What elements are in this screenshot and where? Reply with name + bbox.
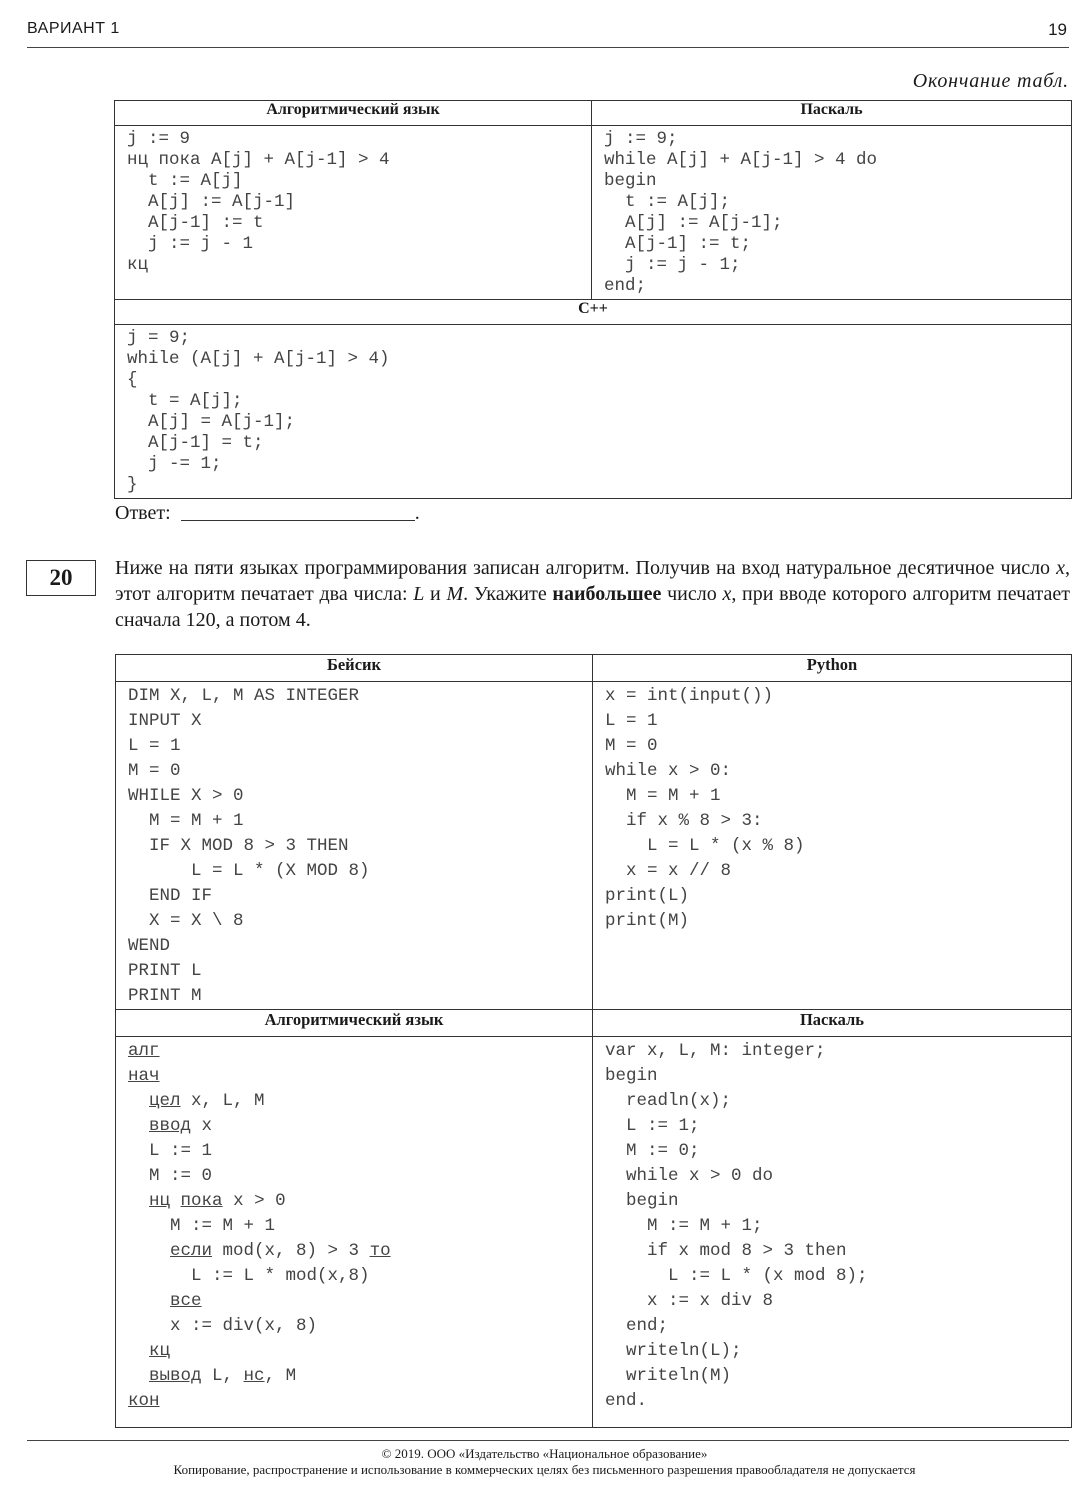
basic-code-cell (116, 682, 593, 1010)
task-text-part: , при вводе которого алгоритм печатает сначала 120, а потом 4. (115, 583, 1070, 631)
alg-code-cell (115, 126, 592, 300)
page-number: 19 (1048, 20, 1067, 39)
python-code-cell (593, 682, 1072, 1010)
pascal-code: j := 9; while A[j] + A[j-1] > 4 do begin t := A[j]; A[j] := A[j-1]; A[j-1] := t; j := j - 1; end; (604, 129, 878, 296)
footer-notice: Копирование, распространение и использование в коммерческих целях без письменного разрешения правообладателя не допускается (173, 1462, 916, 1477)
basic-header: Бейсик (116, 655, 593, 682)
pascal-code: var x, L, M: integer; begin readln(x); L := 1; M := 0; while x > 0 do begin M := M + 1; if x mod 8 > 3 then L := L * (x mod 8); x := x div 8 end; writeln(L); writeln(M) end. (605, 1041, 868, 1411)
alg-code-cell (116, 1037, 593, 1428)
task19-code-table (114, 100, 1072, 499)
task20-statement (115, 555, 1070, 633)
task-number-box: 20 (26, 560, 96, 596)
answer-field[interactable] (181, 500, 415, 521)
alg-language-header: Алгоритмический язык (115, 101, 592, 126)
task-text-part: , этот алгоритм печатает два числа: (115, 557, 1070, 605)
variant-label: ВАРИАНТ 1 (27, 20, 120, 37)
variable-l: L (413, 583, 425, 605)
pascal-header: Паскаль (592, 101, 1072, 126)
cpp-header: C++ (115, 300, 1072, 325)
emphasis-word: наибольшее (552, 583, 662, 605)
variable-m: M (446, 583, 464, 605)
footer-copyright: © 2019. ООО «Издательство «Национальное образование» (381, 1446, 708, 1461)
pascal-code-cell (592, 126, 1072, 300)
footer-divider (27, 1440, 1069, 1441)
task20-code-table (115, 654, 1072, 1428)
variable-x: x (722, 583, 732, 605)
answer-period: . (414, 502, 420, 524)
python-header: Python (593, 655, 1072, 682)
task-text-part: число (661, 583, 723, 605)
table-end-note: Окончание табл. (912, 70, 1069, 92)
header-divider (27, 47, 1069, 48)
pascal-header: Паскаль (593, 1010, 1072, 1037)
answer-label: Ответ: (115, 502, 171, 524)
basic-code: DIM X, L, M AS INTEGER INPUT X L = 1 M = 0 WHILE X > 0 M = M + 1 IF X MOD 8 > 3 THEN L = L * (X MOD 8) END IF X = X \ 8 WEND PRINT L PRINT M (128, 686, 370, 1006)
variable-x: x (1056, 557, 1065, 579)
cpp-code-cell (115, 325, 1072, 499)
alg-code: j := 9 нц пока A[j] + A[j-1] > 4 t := A[j] A[j] := A[j-1] A[j-1] := t j := j - 1 кц (127, 129, 390, 275)
python-code: x = int(input()) L = 1 M = 0 while x > 0: M = M + 1 if x % 8 > 3: L = L * (x % 8) x = x // 8 print(L) print(M) (605, 686, 805, 931)
task-text-part: Ниже на пяти языках программирования записан алгоритм. Получив на вход натуральное десятичное число (115, 557, 1057, 579)
pascal-code-cell (593, 1037, 1072, 1428)
answer-row (115, 500, 420, 525)
alg-code: алг нач цел x, L, M ввод x L := 1 M := 0 нц пока x > 0 M := M + 1 если mod(x, 8) > 3 то L := L * mod(x,8) все x := div(x, 8) кц вывод L, нс, M кон (128, 1041, 391, 1411)
task-text-part: . Укажите (463, 583, 553, 605)
alg-language-header: Алгоритмический язык (116, 1010, 593, 1037)
task-text-part: и (424, 583, 447, 605)
cpp-code: j = 9; while (A[j] + A[j-1] > 4) { t = A[j]; A[j] = A[j-1]; A[j-1] = t; j -= 1; } (127, 328, 390, 495)
